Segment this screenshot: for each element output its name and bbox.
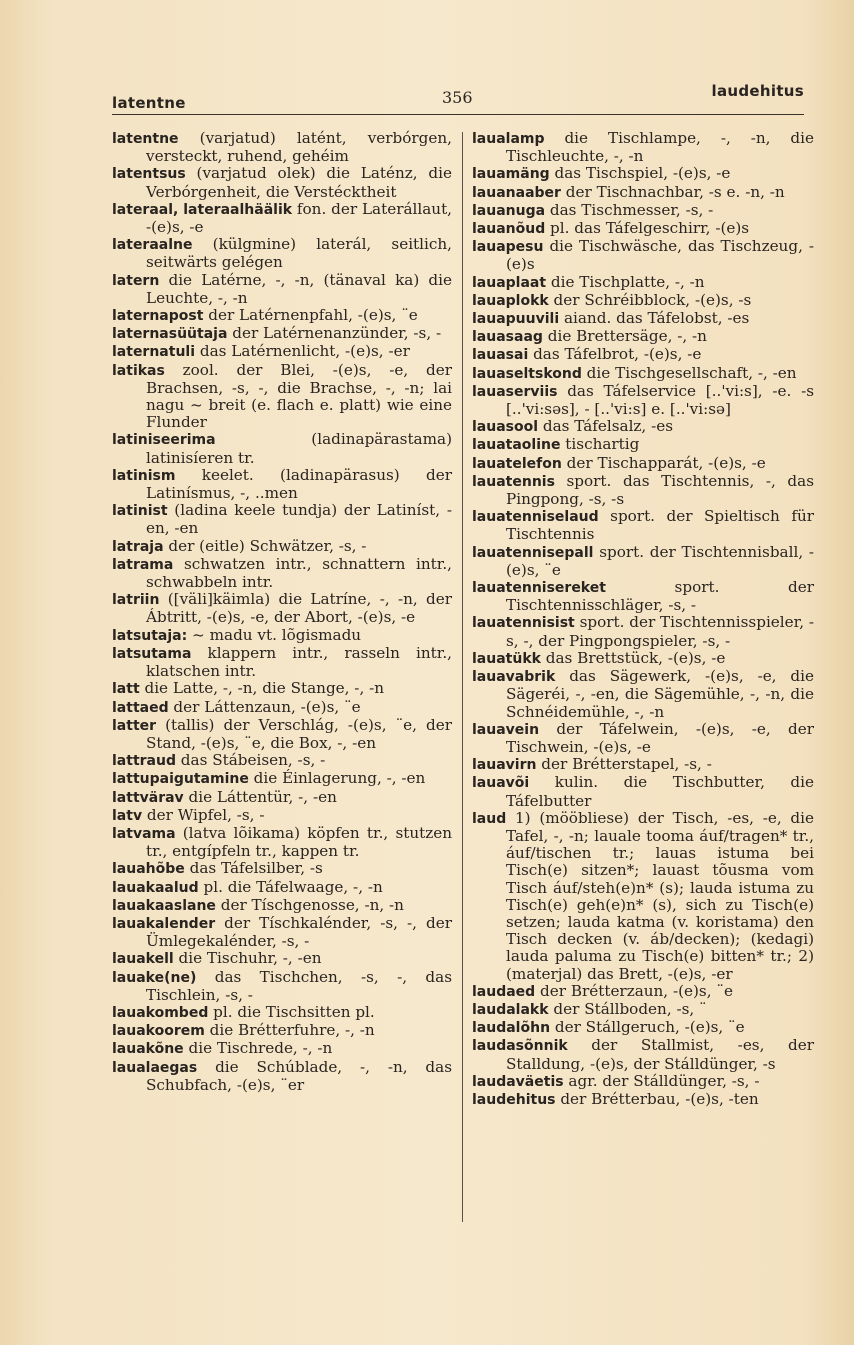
dictionary-entry [472, 184, 814, 202]
entry-definition: der Brétterzaun, -(e)s, ¨e [535, 981, 733, 1000]
entry-definition: sport. das Tischtennis, -, das Pingpong, -s, -s [506, 471, 814, 509]
dictionary-entry [472, 455, 814, 473]
entry-headword: latiniseerima [112, 432, 216, 449]
entry-headword: lauatükk [472, 650, 541, 667]
dictionary-entry [472, 274, 814, 292]
dictionary-entry [472, 418, 814, 436]
dictionary-entry [472, 508, 814, 543]
dictionary-entry [112, 165, 452, 200]
right-column [472, 130, 814, 1109]
dictionary-entry [472, 1037, 814, 1072]
page-number: 356 [442, 88, 473, 107]
dictionary-entry [112, 825, 452, 860]
entry-headword: lauapesu [472, 239, 544, 256]
dictionary-entry [112, 860, 452, 878]
dictionary-entry [472, 310, 814, 328]
entry-definition: der Tíschgenosse, -n, -n [215, 895, 404, 914]
entry-definition: der Tischnachbar, -s e. -n, -n [560, 182, 785, 201]
entry-definition: ~ madu vt. lõgismadu [187, 625, 362, 644]
dictionary-entry [472, 810, 814, 983]
dictionary-entry [112, 307, 452, 325]
dictionary-entry [472, 774, 814, 809]
dictionary-entry [112, 236, 452, 271]
dictionary-entry [472, 668, 814, 721]
entry-definition: pl. das Táfelgeschirr, -(e)s [545, 219, 750, 238]
entry-headword: lauakaalud [112, 879, 199, 896]
entry-definition: (ladinapärastama) latinisíeren tr. [146, 430, 452, 467]
entry-headword: lauatennisepall [472, 544, 594, 561]
entry-definition: zool. der Blei, -(e)s, -e, der Brachsen, -s, -, die Brachse, -, -n; lai nagu ~ breit (e. flach e. platt) wie eine Flunder [146, 360, 452, 432]
entry-definition: der Stállgeruch, -(e)s, ¨e [550, 1018, 745, 1037]
entry-definition: das Latérnenlicht, -(e)s, -er [195, 342, 410, 361]
dictionary-entry [472, 1019, 814, 1037]
entry-headword: latsutama [112, 645, 192, 662]
entry-definition: der Tíschkalénder, -s, -, der Ümlegekalénder, -s, - [146, 913, 452, 951]
entry-definition: 1) (mööbliese) der Tisch, -es, -e, die Tafel, -, -n; lauale tooma áuf/tragen* tr., áuf/tischen tr.; lauas istuma bei Tisch(e) sitzen*; lauast tõusma vom Tisch áuf/steh(e)n* (s); lauda istuma zu Tisch(e) geh(e)n* (s), sich zu Tisch(e) setzen; lauda katma (v. koristama) den Tisch decken (v. áb/decken); (kedagi) lauda paluma zu Tisch(e) bitten* tr.; 2) (materjal) das Brett, -(e)s, -er [506, 808, 814, 983]
entry-headword: laternasüütaja [112, 326, 228, 343]
page-header [112, 80, 804, 115]
dictionary-entry [112, 467, 452, 502]
dictionary-entry [112, 201, 452, 236]
dictionary-entry [112, 362, 452, 432]
entry-definition: die Tischrede, -, -n [183, 1039, 333, 1058]
entry-definition: sport. der Tischtennisball, -(e)s, ¨e [506, 542, 814, 579]
dictionary-entry [112, 699, 452, 717]
entry-headword: lauatennisereket [472, 580, 606, 597]
dictionary-entry [112, 431, 452, 466]
entry-headword: lattvärav [112, 789, 184, 806]
entry-definition: der Wipfel, -s, - [142, 805, 265, 824]
entry-headword: latern [112, 272, 160, 289]
dictionary-entry [472, 983, 814, 1001]
dictionary-entry [112, 1022, 452, 1040]
entry-definition: (varjatud olek) die Laténz, die Verbórgenheit, die Verstécktheit [146, 164, 452, 201]
entry-headword: lauaplokk [472, 292, 549, 309]
dictionary-entry [472, 346, 814, 364]
entry-definition: die Schúblade, -, -n, das Schubfach, -(e)s, ¨er [146, 1057, 452, 1094]
dictionary-entry [472, 473, 814, 508]
entry-headword: lauataoline [472, 437, 561, 454]
entry-headword: lattraud [112, 753, 176, 770]
dictionary-entry [472, 292, 814, 310]
entry-definition: ([väli]käimla) die Latríne, -, -n, der Ábtritt, -(e)s, -e, der Abort, -(e)s, -e [146, 590, 452, 627]
entry-headword: lattaed [112, 699, 169, 716]
entry-definition: die Brettersäge, -, -n [542, 327, 707, 346]
entry-headword: lauakoorem [112, 1023, 205, 1040]
entry-definition: die Brétterfuhre, -, -n [204, 1021, 375, 1040]
dictionary-entry [472, 1001, 814, 1019]
entry-definition: schwatzen intr., schnattern intr., schwabbeln intr. [146, 554, 452, 592]
entry-headword: laternatuli [112, 344, 196, 361]
entry-definition: das Táfelsalz, -es [538, 417, 674, 436]
dictionary-entry [112, 538, 452, 556]
dictionary-entry [472, 436, 814, 454]
dictionary-entry [112, 627, 452, 645]
entry-headword: lauatennisist [472, 615, 575, 632]
entry-headword: lauanõud [472, 221, 546, 238]
dictionary-entry [112, 1004, 452, 1022]
dictionary-entry [112, 272, 452, 307]
entry-definition: der Láttenzaun, -(e)s, ¨e [168, 697, 361, 716]
entry-headword: latter [112, 717, 157, 734]
entry-headword: latentsus [112, 166, 186, 183]
entry-headword: lattupaigutamine [112, 771, 249, 788]
entry-headword: laud [472, 810, 507, 827]
entry-definition: (tallis) der Verschlág, -(e)s, ¨e, der Stand, -(e)s, ¨e, die Box, -, -en [146, 715, 452, 752]
dictionary-entry [472, 721, 814, 756]
entry-definition: aiand. das Táfelobst, -es [559, 309, 750, 328]
entry-headword: latentne [112, 131, 179, 147]
entry-headword: latv [112, 807, 143, 824]
entry-headword: lauakombed [112, 1004, 209, 1021]
entry-headword: lauakell [112, 951, 174, 968]
entry-headword: lauatenniselaud [472, 509, 599, 526]
dictionary-entry [112, 130, 452, 165]
dictionary-entry [472, 365, 814, 383]
dictionary-entry [112, 502, 452, 537]
entry-definition: (varjatud) latént, verbórgen, versteckt, ruhend, gehéim [146, 129, 452, 166]
entry-definition: agr. der Stálldünger, -s, - [563, 1071, 760, 1090]
entry-headword: latsutaja: [112, 627, 188, 644]
left-column [112, 130, 452, 1094]
entry-headword: lauavabrik [472, 669, 556, 686]
entry-definition: der Brétterbau, -(e)s, -ten [555, 1089, 759, 1108]
entry-headword: laudaväetis [472, 1073, 564, 1090]
entry-headword: laudaed [472, 983, 536, 1000]
entry-definition: das Brettstück, -(e)s, -e [540, 648, 726, 667]
entry-headword: lauakalender [112, 915, 216, 932]
dictionary-entry [472, 238, 814, 273]
entry-headword: laudehitus [472, 1091, 556, 1108]
dictionary-entry [112, 556, 452, 591]
entry-definition: (latva lõikama) köpfen tr., stutzen tr., entgípfeln tr., kappen tr. [146, 823, 452, 861]
dictionary-entry [472, 328, 814, 346]
entry-definition: der Latérnenanzünder, -s, - [227, 324, 442, 343]
entry-definition: klappern intr., rasseln intr., klatschen intr. [146, 643, 452, 681]
entry-headword: lauaplaat [472, 274, 547, 291]
dictionary-entry [112, 915, 452, 950]
entry-definition: das Táfelsilber, -s [184, 859, 323, 878]
dictionary-entry [112, 1040, 452, 1058]
dictionary-entry [472, 544, 814, 579]
entry-definition: die Tischplatte, -, -n [546, 272, 705, 291]
entry-definition: die Tischlampe, -, -n, die Tischleuchte, -, -n [506, 129, 814, 166]
entry-definition: sport. der Tischtennisspieler, -s, -, der Pingpongspieler, -s, - [506, 613, 815, 650]
entry-definition: das Tischspiel, -(e)s, -e [549, 164, 731, 183]
entry-headword: latikas [112, 362, 165, 379]
dictionary-entry [112, 969, 452, 1004]
dictionary-entry [112, 807, 452, 825]
entry-headword: lauapuuvili [472, 311, 560, 328]
right-guideword: laudehitus [711, 82, 804, 100]
entry-headword: latinism [112, 467, 176, 484]
dictionary-entry [472, 383, 814, 418]
entry-definition: die Éinlagerung, -, -en [248, 769, 426, 788]
dictionary-entry [112, 770, 452, 788]
entry-definition: pl. die Táfelwaage, -, -n [198, 877, 383, 896]
entry-headword: laudasõnnik [472, 1038, 568, 1055]
entry-headword: lateraal, lateraalhäälik [112, 201, 293, 218]
entry-headword: latriin [112, 592, 160, 609]
entry-definition: sport. der Spieltisch für Tischtennis [506, 507, 814, 544]
entry-definition: der Táfelwein, -(e)s, -e, der Tischwein, -(e)s, -e [506, 719, 814, 756]
dictionary-entry [112, 789, 452, 807]
entry-headword: lauakõne [112, 1041, 184, 1058]
entry-headword: laudalõhn [472, 1020, 551, 1037]
entry-headword: lauavein [472, 721, 540, 738]
entry-definition: die Latérne, -, -n, (tänaval ka) die Leuchte, -, -n [146, 270, 452, 307]
dictionary-entry [472, 1091, 814, 1109]
dictionary-entry [112, 591, 452, 626]
entry-headword: lauanaaber [472, 184, 561, 201]
dictionary-entry [112, 1059, 452, 1094]
entry-definition: (ladina keele tundja) der Latiníst, -en, -en [146, 501, 452, 538]
dictionary-entry [472, 130, 814, 165]
dictionary-entry [472, 165, 814, 183]
dictionary-entry [112, 645, 452, 680]
entry-definition: das Stábeisen, -s, - [175, 751, 326, 770]
entry-definition: das Táfelbrot, -(e)s, -e [528, 345, 702, 364]
entry-headword: lauake(ne) [112, 969, 197, 986]
dictionary-entry [472, 756, 814, 774]
entry-headword: lauavõi [472, 775, 530, 792]
dictionary-entry [472, 614, 814, 649]
entry-headword: laternapost [112, 308, 204, 325]
entry-headword: latvama [112, 825, 176, 842]
entry-definition: die Tischuhr, -, -en [173, 949, 322, 968]
entry-definition: der Brétterstapel, -s, - [536, 755, 712, 774]
entry-definition: die Láttentür, -, -en [183, 787, 337, 806]
dictionary-entry [112, 680, 452, 698]
dictionary-entry [112, 343, 452, 361]
entry-headword: latt [112, 681, 140, 698]
dictionary-entry [112, 325, 452, 343]
entry-definition: pl. die Tischsitten pl. [208, 1002, 375, 1021]
entry-definition: der (eitle) Schwätzer, -s, - [163, 536, 367, 555]
dictionary-entry [472, 579, 814, 614]
entry-headword: lauaseltskond [472, 365, 582, 382]
entry-definition: das Sägewerk, -(e)s, -e, die Sägeréi, -, -en, die Sägemühle, -, -n, die Schnéidemühle, -, -n [506, 667, 814, 721]
entry-definition: der Tischapparát, -(e)s, -e [561, 453, 766, 472]
dictionary-entry [472, 650, 814, 668]
entry-headword: lauasool [472, 419, 539, 436]
entry-headword: lauaserviis [472, 383, 558, 400]
entry-definition: der Stallmist, -es, der Stalldung, -(e)s, der Stálldünger, -s [506, 1036, 814, 1073]
left-guideword: latentne [112, 94, 186, 112]
entry-definition: das Tischmesser, -s, - [545, 200, 714, 219]
entry-definition: (külgmine) laterál, seitlich, seitwärts gelégen [146, 235, 452, 272]
entry-headword: lauatelefon [472, 455, 562, 472]
entry-headword: lauavirn [472, 757, 537, 774]
entry-headword: lauasai [472, 347, 529, 364]
entry-headword: lauanuga [472, 202, 546, 219]
entry-headword: latrama [112, 556, 174, 573]
entry-headword: lauakaaslane [112, 897, 216, 914]
entry-definition: tischartig [560, 435, 640, 454]
entry-headword: latraja [112, 538, 164, 555]
entry-definition: die Tischgesellschaft, -, -en [581, 363, 797, 382]
entry-headword: latinist [112, 503, 168, 520]
entry-definition: keelet. (ladinapärasus) der Latinísmus, -, ..men [146, 465, 452, 503]
dictionary-entry [472, 220, 814, 238]
entry-headword: lauatennis [472, 473, 555, 490]
entry-headword: lateraalne [112, 237, 193, 254]
entry-definition: kulin. die Tischbutter, die Táfelbutter [506, 773, 814, 810]
dictionary-entry [472, 202, 814, 220]
entry-headword: laualaegas [112, 1059, 198, 1076]
dictionary-entry [112, 879, 452, 897]
entry-headword: lauasaag [472, 329, 543, 346]
entry-headword: laualamp [472, 131, 545, 147]
entry-definition: sport. der Tischtennisschläger, -s, - [506, 578, 814, 615]
entry-definition: die Latte, -, -n, die Stange, -, -n [139, 679, 385, 698]
entry-headword: laudalakk [472, 1001, 549, 1018]
entry-headword: lauamäng [472, 166, 550, 183]
entry-definition: der Stállboden, -s, ¨ [548, 999, 707, 1018]
entry-definition: der Schréibblock, -(e)s, -s [548, 290, 752, 309]
dictionary-entry [112, 897, 452, 915]
dictionary-entry [112, 717, 452, 752]
entry-headword: lauahõbe [112, 861, 185, 878]
entry-definition: fon. der Laterállaut, -(e)s, -e [146, 199, 452, 237]
entry-definition: der Latérnenpfahl, -(e)s, ¨e [203, 306, 418, 325]
entry-definition: das Tischchen, -s, -, das Tischlein, -s, - [146, 967, 452, 1004]
column-divider [462, 132, 463, 1222]
entry-definition: das Táfelservice [..'vi:s], -e. -s [..'vi:səs], - [..'vi:s] e. [..'vi:sə] [506, 381, 814, 419]
entry-definition: die Tischwäsche, das Tischzeug, -(e)s [506, 237, 814, 274]
dictionary-entry [112, 950, 452, 968]
dictionary-entry [472, 1073, 814, 1091]
dictionary-entry [112, 752, 452, 770]
